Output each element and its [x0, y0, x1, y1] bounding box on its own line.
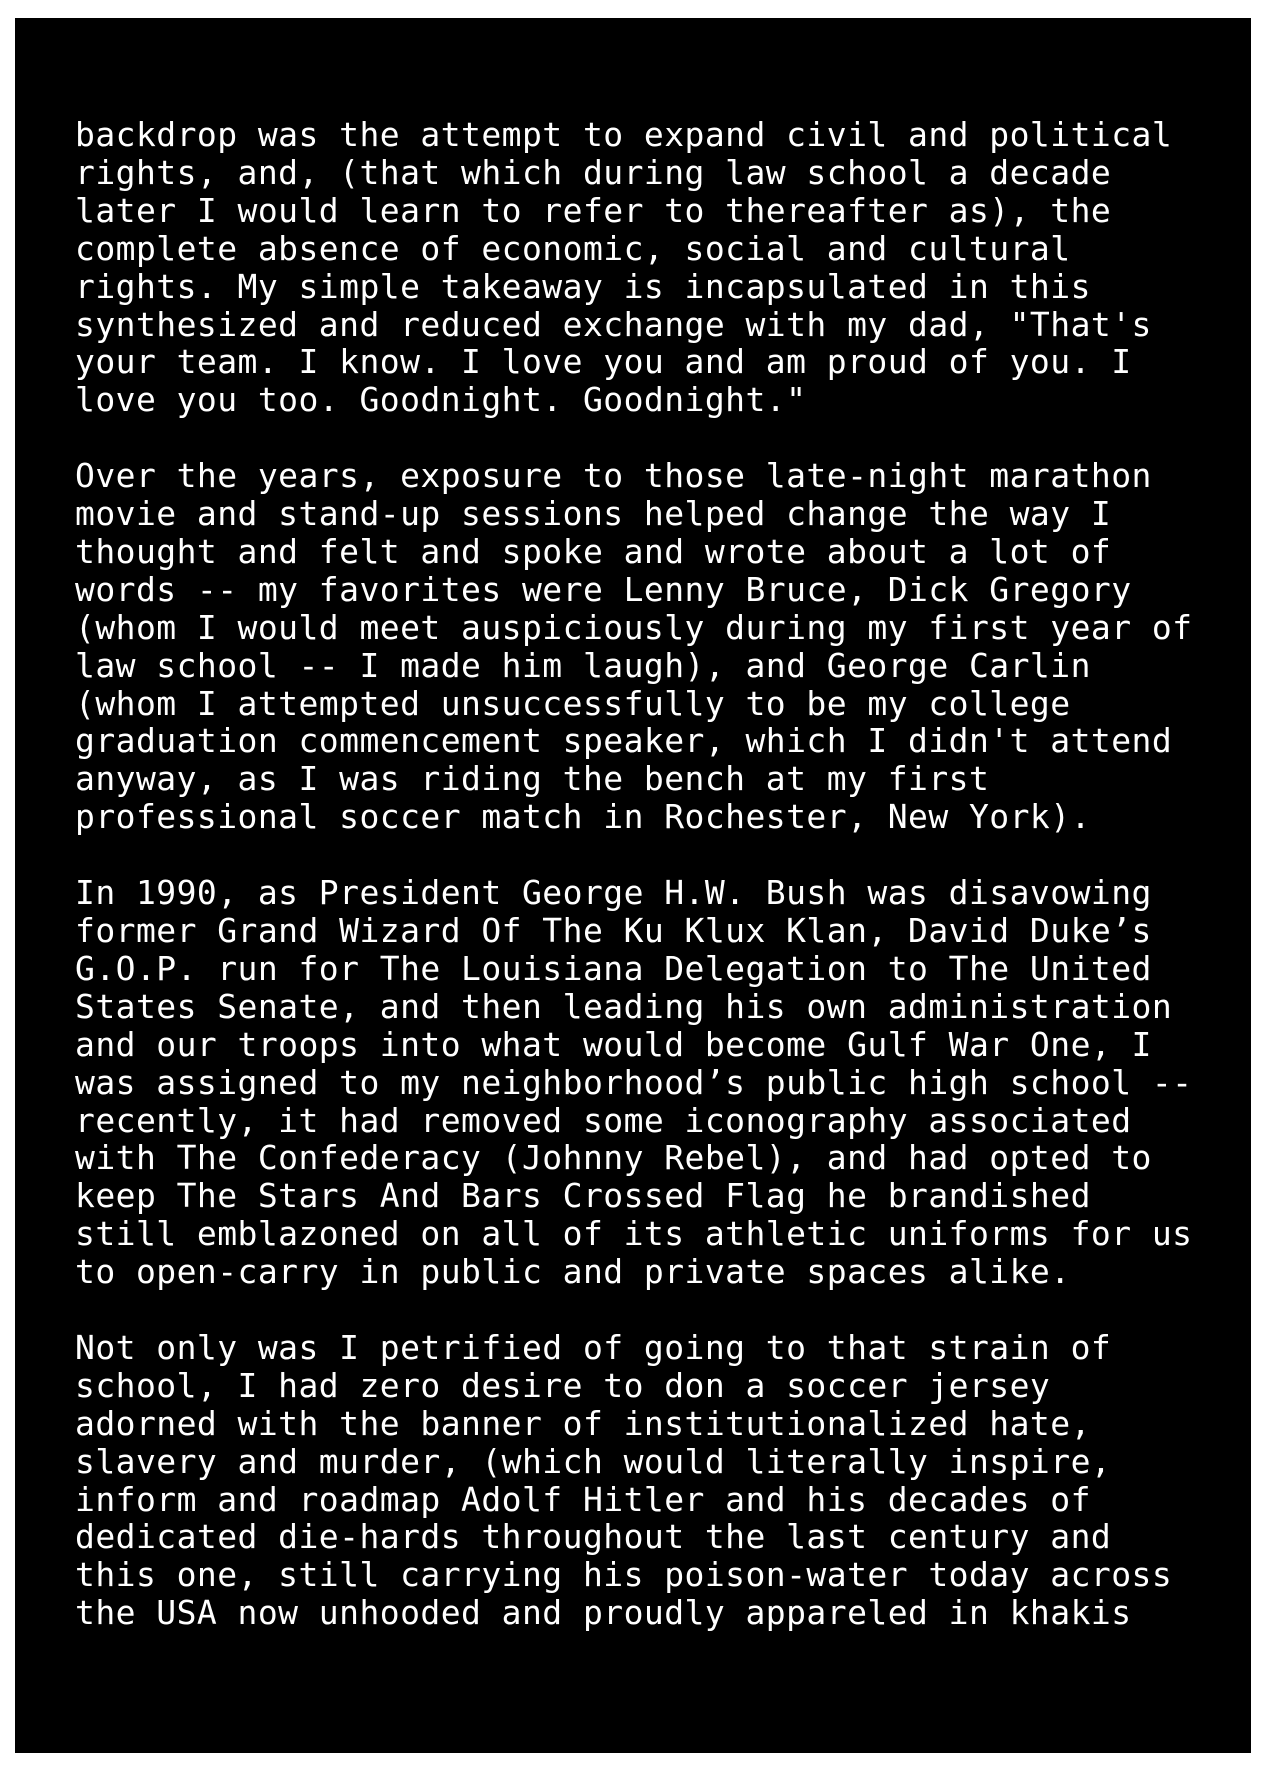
- text-line: with The Confederacy (Johnny Rebel), and had opted to: [75, 1138, 1152, 1178]
- text-line: complete absence of economic, social and cultural: [75, 228, 1071, 268]
- text-line: Over the years, exposure to those late-night marathon: [75, 456, 1152, 496]
- paragraph-2: [75, 457, 1215, 836]
- text-line: was assigned to my neighborhood’s public high school --: [75, 1062, 1193, 1102]
- text-line: G.O.P. run for The Louisiana Delegation to The United: [75, 948, 1152, 988]
- text-line: your team. I know. I love you and am proud of you. I: [75, 342, 1132, 382]
- text-line: In 1990, as President George H.W. Bush was disavowing: [75, 873, 1152, 913]
- paragraph-1: [75, 116, 1215, 419]
- text-line: inform and roadmap Adolf Hitler and his decades of: [75, 1479, 1091, 1519]
- paragraph-3: [75, 874, 1215, 1291]
- text-line: love you too. Goodnight. Goodnight.": [75, 380, 807, 420]
- text-line: still emblazoned on all of its athletic uniforms for us: [75, 1214, 1193, 1254]
- text-line: rights. My simple takeaway is incapsulated in this: [75, 266, 1091, 306]
- text-line: former Grand Wizard Of The Ku Klux Klan, David Duke’s: [75, 911, 1152, 950]
- text-line: keep The Stars And Bars Crossed Flag he brandished: [75, 1176, 1091, 1216]
- text-line: and our troops into what would become Gulf War One, I: [75, 1024, 1152, 1064]
- text-line: school, I had zero desire to don a soccer jersey: [75, 1365, 1051, 1405]
- text-line: recently, it had removed some iconography associated: [75, 1100, 1132, 1140]
- paragraph-4: [75, 1329, 1215, 1632]
- text-line: backdrop was the attempt to expand civil and political: [75, 115, 1173, 154]
- text-line: law school -- I made him laugh), and George Carlin: [75, 645, 1091, 685]
- text-line: this one, still carrying his poison-water today across: [75, 1555, 1173, 1595]
- text-line: words -- my favorites were Lenny Bruce, Dick Gregory: [75, 569, 1132, 609]
- text-line: (whom I attempted unsuccessfully to be my college: [75, 683, 1071, 723]
- text-line: anyway, as I was riding the bench at my first: [75, 759, 990, 799]
- text-line: thought and felt and spoke and wrote about a lot of: [75, 531, 1112, 571]
- text-line: movie and stand-up sessions helped change the way I: [75, 494, 1112, 534]
- text-line: dedicated die-hards throughout the last century and: [75, 1517, 1112, 1557]
- text-line: to open-carry in public and private spaces alike.: [75, 1252, 1071, 1292]
- text-line: later I would learn to refer to thereafter as), the: [75, 190, 1112, 230]
- text-line: States Senate, and then leading his own administration: [75, 986, 1173, 1026]
- text-line: the USA now unhooded and proudly appareled in khakis: [75, 1593, 1132, 1633]
- text-line: (whom I would meet auspiciously during my first year of: [75, 607, 1193, 647]
- text-line: slavery and murder, (which would literally inspire,: [75, 1441, 1112, 1481]
- text-line: graduation commencement speaker, which I didn't attend: [75, 721, 1173, 761]
- text-line: professional soccer match in Rochester, New York).: [75, 797, 1091, 837]
- text-line: adorned with the banner of institutionalized hate,: [75, 1403, 1091, 1443]
- document-page: [15, 18, 1251, 1753]
- text-line: Not only was I petrified of going to that strain of: [75, 1327, 1112, 1367]
- text-line: synthesized and reduced exchange with my dad, "That's: [75, 304, 1152, 344]
- document-text: [75, 116, 1215, 1670]
- text-line: rights, and, (that which during law school a decade: [75, 152, 1112, 192]
